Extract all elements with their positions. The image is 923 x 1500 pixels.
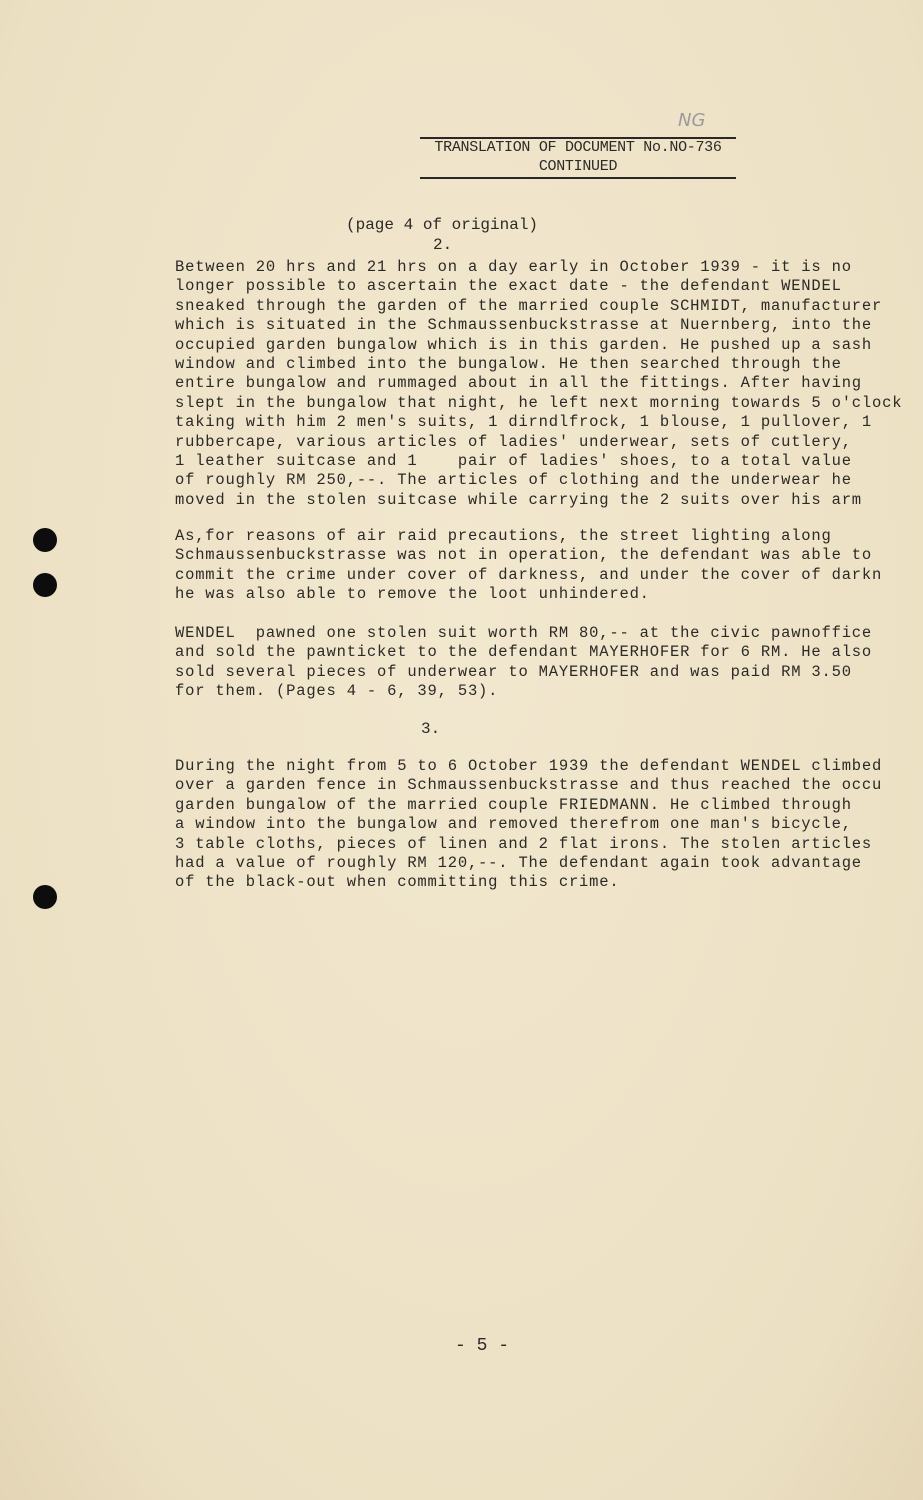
text-line: 3 table cloths, pieces of linen and 2 flat irons. The stolen articles	[175, 834, 873, 853]
text-line: garden bungalow of the married couple FRIEDMANN. He climbed through	[175, 795, 852, 814]
text-line: During the night from 5 to 6 October 1939 the defendant WENDEL climbed	[175, 757, 883, 775]
section-number: 3.	[421, 720, 441, 738]
text-line: sold several pieces of underwear to MAYERHOFER and was paid RM 3.50	[175, 662, 852, 681]
page-number: - 5 -	[455, 1336, 510, 1356]
section-number: 2.	[433, 236, 453, 254]
header-rule-bottom	[420, 177, 736, 179]
text-line: slept in the bungalow that night, he left next morning towards 5 o'clock	[175, 393, 903, 412]
punch-hole	[33, 573, 57, 597]
text-line: commit the crime under cover of darkness, and under the cover of darkn	[175, 565, 883, 584]
text-line: moved in the stolen suitcase while carrying the 2 suits over his arm	[175, 490, 862, 509]
text-line: 1 leather suitcase and 1 pair of ladies' shoes, to a total value	[175, 452, 852, 470]
text-line: had a value of roughly RM 120,--. The defendant again took advantage	[175, 854, 862, 872]
text-line: he was also able to remove the loot unhindered.	[175, 585, 650, 604]
text-line: rubbercape, various articles of ladies' underwear, sets of cutlery,	[175, 432, 852, 451]
text-line: taking with him 2 men's suits, 1 dirndlfrock, 1 blouse, 1 pullover, 1	[175, 413, 873, 432]
text-line: for them. (Pages 4 - 6, 39, 53).	[175, 682, 499, 701]
text-line: Schmaussenbuckstrasse was not in operation, the defendant was able to	[175, 546, 873, 565]
text-line: sneaked through the garden of the married couple SCHMIDT, manufacturer	[175, 296, 883, 315]
document-subtitle: CONTINUED	[538, 158, 618, 175]
text-line: As,for reasons of air raid precautions, the street lighting along	[175, 527, 832, 545]
page-reference: (page 4 of original)	[346, 216, 539, 234]
text-line: entire bungalow and rummaged about in all the fittings. After having	[175, 374, 862, 393]
text-line: of the black-out when committing this crime.	[175, 873, 620, 892]
text-line: window and climbed into the bungalow. He then searched through the	[175, 355, 842, 373]
text-line: of roughly RM 250,--. The articles of clothing and the underwear he	[175, 471, 852, 490]
text-line: occupied garden bungalow which is in this garden. He pushed up a sash	[175, 335, 873, 354]
text-line: a window into the bungalow and removed therefrom one man's bicycle,	[175, 815, 852, 834]
punch-hole	[33, 528, 57, 552]
punch-hole	[33, 885, 57, 909]
text-line: WENDEL pawned one stolen suit worth RM 80,-- at the civic pawnoffice	[175, 624, 873, 642]
handwritten-annotation: NG	[678, 110, 706, 131]
text-line: and sold the pawnticket to the defendant MAYERHOFER for 6 RM. He also	[175, 643, 873, 662]
document-title: TRANSLATION OF DOCUMENT No.NO-736	[434, 139, 722, 156]
text-line: over a garden fence in Schmaussenbuckstrasse and thus reached the occu	[175, 776, 883, 795]
text-line: Between 20 hrs and 21 hrs on a day early in October 1939 - it is no	[175, 258, 852, 276]
text-line: which is situated in the Schmaussenbuckstrasse at Nuernberg, into the	[175, 316, 873, 335]
text-line: longer possible to ascertain the exact date - the defendant WENDEL	[175, 277, 842, 296]
